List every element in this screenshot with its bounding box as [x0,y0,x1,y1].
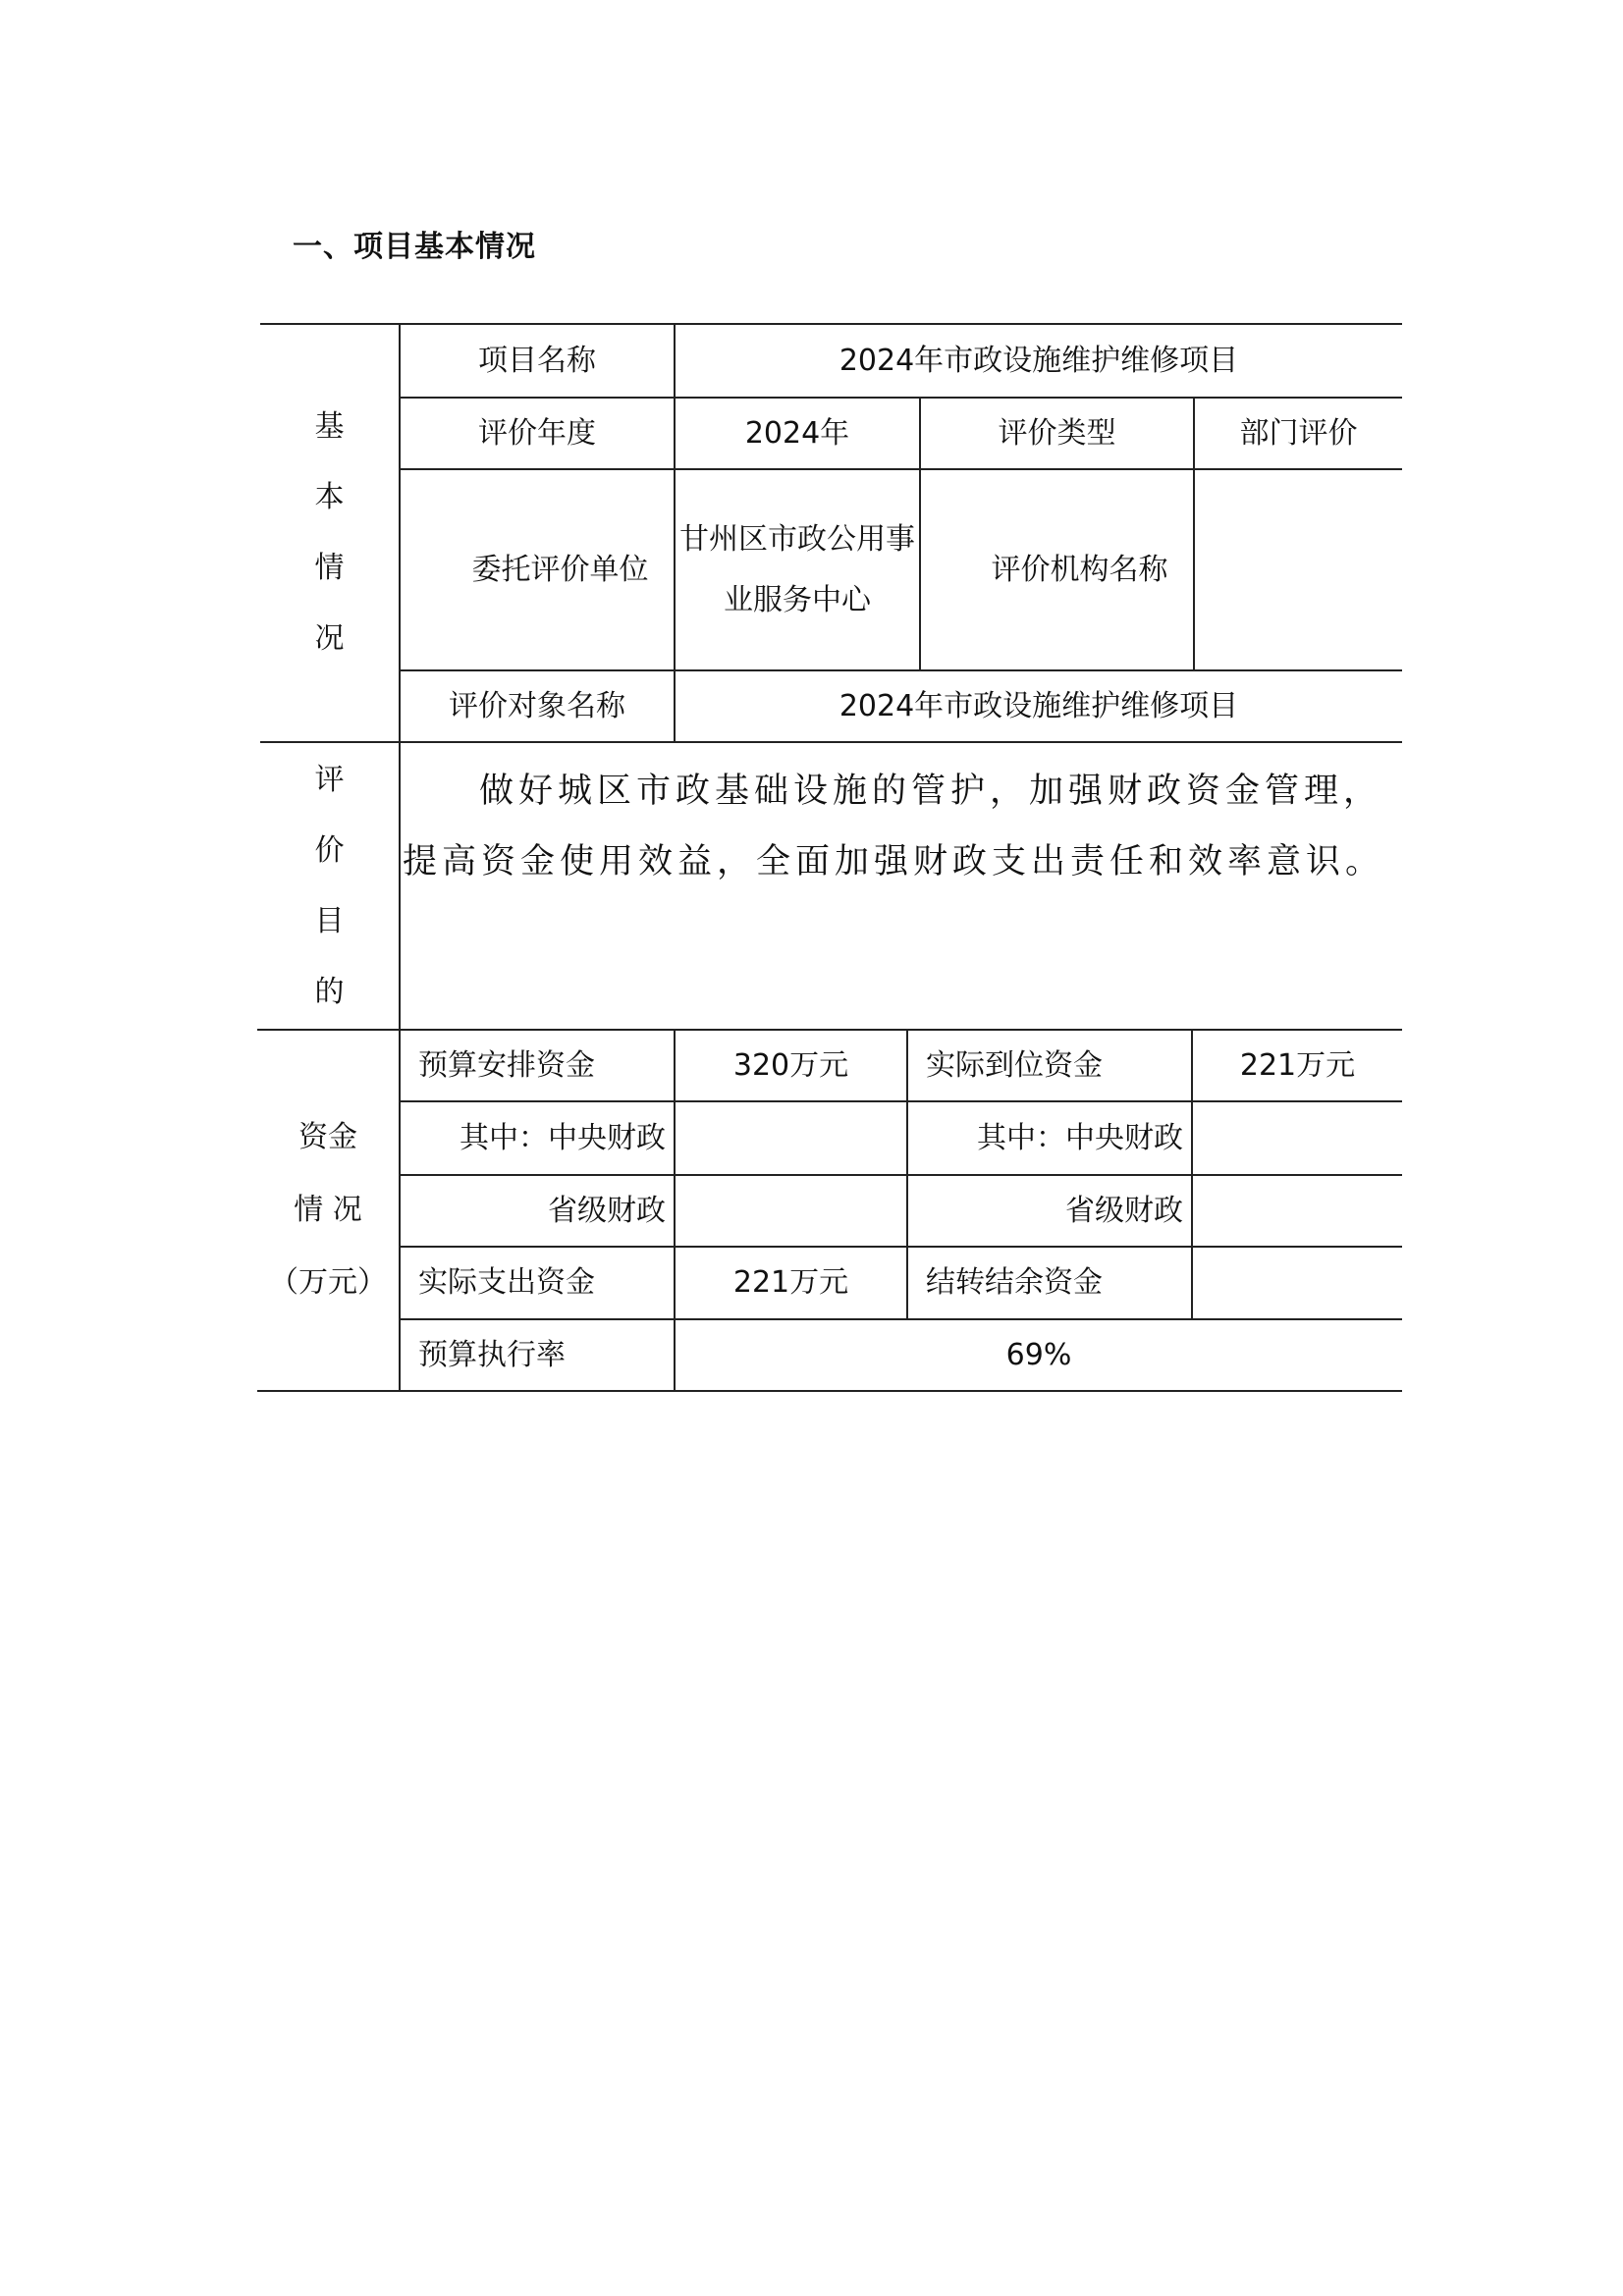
eval-object-label: 评价对象名称 [449,688,625,723]
commission-unit-line: 甘州区市政公用事 [679,521,915,557]
commission-unit-line: 业服务中心 [724,582,871,617]
carryover-label: 结转结余资金 [926,1265,1103,1300]
provincial-finance-label: 省级财政 [1065,1193,1183,1228]
purpose-side-label [260,743,399,1029]
side-label-char: 评 [314,762,345,797]
side-label-line: 资金 [298,1120,357,1154]
section-divider [260,741,1402,743]
provincial-finance-value [676,1176,906,1246]
side-label-char: 目 [314,903,345,938]
eval-type-value: 部门评价 [1239,415,1358,451]
basic-info-side-label [260,325,399,741]
agency-name-value [1195,470,1402,669]
side-label-line: 情 况 [294,1193,362,1227]
actual-in-place-value: 221万元 [1239,1047,1356,1083]
side-label-char: 的 [314,974,345,1009]
funds-side-label [257,1031,399,1390]
table-bottom-border [257,1390,1402,1392]
side-label-char: 基 [314,409,345,444]
carryover-value [1193,1248,1402,1318]
central-finance-label: 其中：中央财政 [977,1120,1183,1155]
actual-spent-label: 实际支出资金 [418,1265,595,1300]
eval-object-value: 2024年市政设施维护维修项目 [839,688,1239,723]
eval-year-label: 评价年度 [478,415,596,451]
side-label-char: 情 [314,551,345,585]
execution-rate-label: 预算执行率 [418,1337,566,1372]
central-finance-value [676,1102,906,1174]
central-finance-label: 其中：中央财政 [460,1120,666,1155]
budget-value: 320万元 [732,1047,849,1083]
side-label-char: 价 [314,832,345,868]
eval-year-value: 2024年 [744,415,850,451]
budget-label: 预算安排资金 [418,1047,595,1083]
actual-spent-value: 221万元 [732,1265,849,1300]
side-label-char: 本 [314,480,345,514]
project-name-value: 2024年市政设施维护维修项目 [839,343,1239,378]
provincial-finance-value [1193,1176,1402,1246]
provincial-finance-label: 省级财政 [548,1193,666,1228]
side-label-char: 况 [314,621,345,656]
commission-unit-value [676,470,919,669]
central-finance-value [1193,1102,1402,1174]
actual-in-place-label: 实际到位资金 [926,1047,1103,1083]
project-name-label: 项目名称 [478,343,596,378]
execution-rate-value: 69% [1005,1337,1072,1372]
section-heading: 一、项目基本情况 [293,230,536,264]
purpose-text: 做好城区市政基础设施的管护，加强财政资金管理，提高资金使用效益，全面加强财政支出责任和效率意识。 [403,772,1385,881]
side-label-line: （万元） [269,1265,387,1300]
agency-name-label: 评价机构名称 [991,552,1168,587]
eval-type-label: 评价类型 [998,415,1116,451]
commission-unit-label: 委托评价单位 [471,552,649,587]
